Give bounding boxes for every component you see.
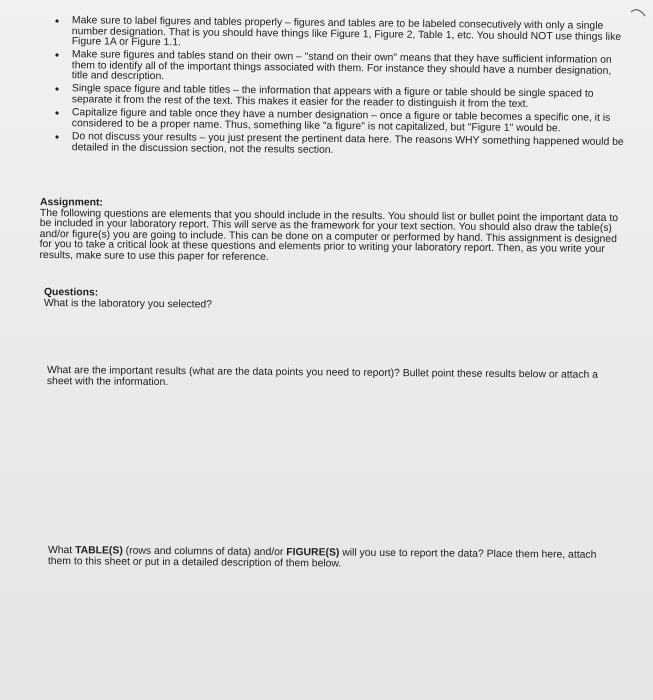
list-item-text: Capitalize figure and table once they have a number designation – once a figure or table becomes a specific one, it is considered to be a proper name. Thus, something like "a figure" is not capitalized, but "Figure 1" would be.	[71, 107, 611, 134]
assignment-section	[39, 198, 620, 267]
bullet-icon: •	[54, 82, 60, 97]
bullet-icon: •	[54, 129, 60, 144]
assignment-heading: Assignment:	[39, 197, 103, 209]
bullet-icon: •	[54, 14, 60, 29]
bullet-icon: •	[54, 105, 60, 120]
assignment-body: The following questions are elements that you should include in the results. You should list or bullet point the important data to be included in your laboratory report. This will serve as the framework for your text section. You should also draw the table(s) and/or figure(s) you are going to include. This can be done on a computer or performed by hand. This assignment is designed for you to take a critical look at these questions and elements prior to writing your laboratory report. Then, as you write your results, make sure to use this paper for reference.	[39, 207, 619, 263]
guideline-list	[52, 16, 630, 155]
bleed-through-texture	[59, 278, 635, 700]
list-item	[52, 16, 630, 54]
list-item	[52, 50, 630, 88]
list-item-text: Make sure figures and tables stand on their own – "stand on their own" means that they have sufficient information on them to identify all of the important things associated with them. For instance they should have a number designation, title and description.	[71, 49, 612, 83]
question-3-middle: (rows and columns of data) and/or	[122, 545, 287, 559]
question-2	[47, 366, 617, 392]
questions-heading: Questions:	[43, 287, 99, 299]
page-curl-mark	[629, 6, 647, 24]
question-2-text: What are the important results (what are the data points you need to report)? Bullet point these results below or attach a sheet with the information.	[46, 365, 599, 388]
question-3-suffix: will you use to report the data? Place them here, attach them to this sheet or put in a detailed description of them below.	[47, 547, 597, 570]
list-item-text: Single space figure and table titles – the information that appears with a figure or table should be single spaced to separate it from the rest of the text. This makes it easier for the reader to distinguish it from the text.	[71, 83, 594, 110]
list-item	[52, 129, 630, 159]
question-3-tables-emphasis: TABLE(S)	[75, 545, 123, 557]
list-item-text: Make sure to label figures and tables properly – figures and tables are to be labeled consecutively with only a single number designation. That is you should have things like Figure 1, Figure 2, Table 1, etc. You should NOT use things like Figure 1A or Figure 1.1.	[71, 15, 622, 49]
question-1: What is the laboratory you selected?	[43, 297, 212, 311]
list-item-text: Do not discuss your results – you just present the pertinent data here. The reasons WHY something happened would be detailed in the discussion section, not the results section.	[71, 130, 624, 156]
question-3-prefix: What	[47, 545, 76, 557]
question-3	[48, 546, 618, 572]
question-3-figures-emphasis: FIGURE(S)	[286, 547, 340, 559]
bullet-icon: •	[54, 48, 60, 63]
questions-section	[44, 288, 604, 314]
